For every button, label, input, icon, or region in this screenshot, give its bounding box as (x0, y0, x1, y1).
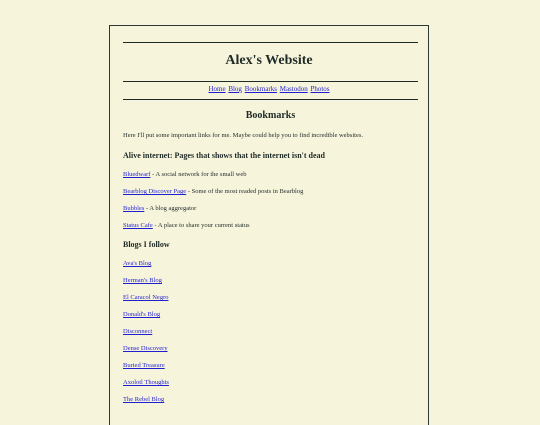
link-bearblog-discover[interactable]: Bearblog Discover Page (123, 188, 187, 195)
alive-heading: Alive internet: Pages that shows that the internet isn't dead (123, 151, 325, 160)
list-item (123, 205, 196, 212)
nav-link-mastodon[interactable]: Mastodon (279, 85, 308, 93)
blog-link[interactable]: Disconnect (123, 328, 153, 335)
blogs-heading: Blogs I follow (123, 240, 170, 249)
nav-link-bookmarks[interactable]: Bookmarks (244, 85, 277, 93)
blog-link[interactable]: Dense Discovery (123, 345, 168, 352)
list-item (123, 379, 169, 386)
page-frame (109, 25, 429, 425)
list-item (123, 396, 164, 403)
nav-bar (110, 85, 428, 93)
blog-link[interactable]: Axolotl Thoughts (123, 379, 169, 386)
list-item (123, 188, 303, 195)
nav-divider (123, 99, 418, 100)
nav-link-blog[interactable]: Blog (228, 85, 242, 93)
top-divider (123, 42, 418, 43)
list-item (123, 222, 250, 229)
page-heading: Bookmarks (245, 110, 296, 121)
list-item (123, 277, 162, 284)
site-title: Alex's Website (225, 53, 313, 68)
link-description: - A social network for the small web (150, 171, 247, 178)
blog-link[interactable]: El Caracol Negro (123, 294, 169, 301)
link-description: - Some of the most readed posts in Bearblog (186, 188, 304, 195)
title-divider (123, 81, 418, 82)
blog-link[interactable]: Ava's Blog (123, 260, 152, 267)
link-bubbles[interactable]: Bubbles (123, 205, 145, 212)
list-item (123, 294, 168, 301)
nav-link-photos[interactable]: Photos (310, 85, 330, 93)
list-item (123, 328, 152, 335)
blog-link[interactable]: The Rebel Blog (123, 396, 165, 403)
link-status-cafe[interactable]: Status Cafe (123, 222, 153, 229)
list-item (123, 171, 246, 178)
nav-link-home[interactable]: Home (208, 85, 226, 93)
link-description: - A place to share your current status (152, 222, 250, 229)
link-bluedwarf[interactable]: Bluedwarf (123, 171, 151, 178)
blog-link[interactable]: Herman's Blog (123, 277, 162, 284)
link-description: - A blog aggregator (144, 205, 197, 212)
blog-link[interactable]: Buried Treasure (123, 362, 165, 369)
intro-text: Here I'll put some important links for me. Maybe could help you to find incredible websites. (123, 132, 363, 139)
list-item (123, 345, 168, 352)
blog-link[interactable]: Donald's Blog (123, 311, 161, 318)
list-item (123, 311, 160, 318)
list-item (123, 260, 151, 267)
list-item (123, 362, 165, 369)
